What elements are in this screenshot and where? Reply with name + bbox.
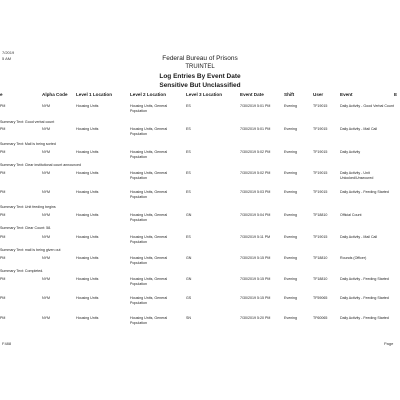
cell-event: Daily Activity - Feeding Started — [340, 190, 389, 194]
col-shift-header: Shift — [284, 92, 295, 97]
cell-level3: GS — [186, 296, 192, 300]
cell-user: TF19015 — [313, 104, 328, 108]
cell-level3: ES — [186, 150, 191, 154]
cell-user: TF18810 — [313, 256, 328, 260]
cell-event-date: 7/30/2019 5:02 PM — [240, 171, 271, 175]
cell-event-date: 7/30/2019 5:01 PM — [240, 127, 271, 131]
cell-user: TF60065 — [313, 316, 328, 320]
cell-level1: Housing Units — [76, 316, 99, 320]
cell-level1: Housing Units — [76, 190, 99, 194]
cell-alpha: NYM — [42, 296, 50, 300]
col-event-header: Event — [340, 92, 353, 97]
cell-alpha: NYM — [42, 277, 50, 281]
cell-event: Official Count — [340, 213, 362, 217]
cell-alpha: NYM — [42, 316, 50, 320]
cell-event-date: 7/30/2019 5:11 PM — [240, 235, 271, 239]
row-summary: Summary Text: Clear institutional count announced — [0, 163, 82, 167]
cell-level1: Housing Units — [76, 277, 99, 281]
cell-event: Daily Activity — [340, 150, 361, 154]
cell-level2: Housing Units, General Population — [130, 235, 168, 244]
classification-label: Sensitive But Unclassified — [159, 82, 241, 89]
cell-level3: ES — [186, 104, 191, 108]
cell-shift: Evening — [284, 256, 297, 260]
row-summary: Summary Text: Completed. — [0, 269, 44, 273]
cell-user: TF19015 — [313, 235, 328, 239]
cell-time: PM — [0, 296, 6, 300]
cell-level2: Housing Units, General Population — [130, 127, 168, 136]
cell-shift: Evening — [284, 190, 297, 194]
col-level2-header: Level 2 Location — [130, 92, 166, 97]
cell-event: Rounds (Officer) — [340, 256, 367, 260]
col-time-header: e — [0, 92, 3, 97]
cell-level2: Housing Units, General Population — [130, 256, 168, 265]
cell-event: Daily Activity - Feeding Started — [340, 277, 389, 281]
report-date: 7/2019 — [2, 50, 15, 55]
cell-time: PM — [0, 104, 6, 108]
cell-level2: Housing Units, General Population — [130, 104, 168, 113]
cell-level1: Housing Units — [76, 213, 99, 217]
cell-level2: Housing Units, General Population — [130, 190, 168, 199]
cell-event: Daily Activity - Good Verbal Count — [340, 104, 394, 108]
cell-alpha: NYM — [42, 213, 50, 217]
cell-shift: Evening — [284, 296, 297, 300]
col-user-header: User — [313, 92, 324, 97]
cell-user: TF18810 — [313, 277, 328, 281]
cell-level3: SN — [186, 316, 191, 320]
cell-shift: Evening — [284, 171, 297, 175]
col-alpha-code-header: Alpha Code — [42, 92, 68, 97]
row-summary: Summary Text: Good verbal count — [0, 120, 55, 124]
cell-level1: Housing Units — [76, 171, 99, 175]
cell-event-date: 7/30/2019 5:01 PM — [240, 104, 271, 108]
report-time: 5 AM — [2, 56, 12, 61]
cell-event-date: 7/30/2019 5:20 PM — [240, 316, 271, 320]
cell-user: TF19015 — [313, 150, 328, 154]
cell-event: Daily Activity - Feeding Started — [340, 296, 389, 300]
col-level1-header: Level 1 Location — [76, 92, 112, 97]
cell-time: PM — [0, 235, 6, 239]
row-summary: Summary Text: mail is being given out — [0, 248, 61, 252]
cell-alpha: NYM — [42, 256, 50, 260]
cell-level1: Housing Units — [76, 235, 99, 239]
report-title: Log Entries By Event Date — [159, 73, 241, 80]
cell-time: PM — [0, 190, 6, 194]
row-summary: Summary Text: Clear Count: 58. — [0, 226, 52, 230]
cell-level2: Housing Units, General Population — [130, 171, 168, 180]
cell-alpha: NYM — [42, 150, 50, 154]
row-summary: Summary Text: Mail is being sorted — [0, 142, 56, 146]
cell-event: Daily Activity - Feeding Started — [340, 316, 389, 320]
cell-user: TF19015 — [313, 190, 328, 194]
cell-level3: ES — [186, 127, 191, 131]
cell-event-date: 7/30/2019 5:04 PM — [240, 213, 271, 217]
cell-level3: ES — [186, 171, 191, 175]
cell-alpha: NYM — [42, 190, 50, 194]
page-label: Page — [384, 341, 394, 346]
cell-event-date: 7/30/2019 5:15 PM — [240, 277, 271, 281]
cell-user: TF18810 — [313, 213, 328, 217]
cell-time: PM — [0, 256, 6, 260]
col-level3-header: Level 3 Location — [186, 92, 222, 97]
cell-level2: Housing Units, General Population — [130, 213, 168, 222]
cell-level1: Housing Units — [76, 150, 99, 154]
cell-alpha: NYM — [42, 171, 50, 175]
facility-title: TRUINTEL — [185, 64, 215, 70]
col-event-date-header: Event Date — [240, 92, 264, 97]
cell-time: PM — [0, 316, 6, 320]
cell-event-date: 7/30/2019 5:03 PM — [240, 190, 271, 194]
cell-shift: Evening — [284, 127, 297, 131]
row-summary: Summary Text: Unit feeding begins — [0, 205, 56, 209]
cell-level3: GN — [186, 213, 192, 217]
cell-level1: Housing Units — [76, 127, 99, 131]
cell-event-date: 7/30/2019 5:02 PM — [240, 150, 271, 154]
cell-event: Daily Activity - Unit Unlocked/Unsecured — [340, 171, 374, 180]
cell-level1: Housing Units — [76, 104, 99, 108]
cell-alpha: NYM — [42, 235, 50, 239]
cell-event: Daily Activity - Mail Call — [340, 235, 378, 239]
cell-event: Daily Activity - Mail Call — [340, 127, 378, 131]
cell-level2: Housing Units, General Population — [130, 150, 168, 159]
cell-time: PM — [0, 213, 6, 217]
cell-level3: GN — [186, 277, 192, 281]
cell-level3: ES — [186, 235, 191, 239]
cell-time: PM — [0, 171, 6, 175]
cell-event-date: 7/30/2019 5:15 PM — [240, 296, 271, 300]
cell-level3: ES — [186, 190, 191, 194]
cell-shift: Evening — [284, 277, 297, 281]
cell-time: PM — [0, 277, 6, 281]
cell-shift: Evening — [284, 235, 297, 239]
cell-time: PM — [0, 127, 6, 131]
cell-shift: Evening — [284, 316, 297, 320]
cell-alpha: NYM — [42, 127, 50, 131]
cell-level3: GN — [186, 256, 192, 260]
cell-user: TF19015 — [313, 171, 328, 175]
col-extra-header: E — [394, 92, 398, 97]
cell-level2: Housing Units, General Population — [130, 277, 168, 286]
cell-level1: Housing Units — [76, 256, 99, 260]
cell-alpha: NYM — [42, 104, 50, 108]
cell-shift: Evening — [284, 104, 297, 108]
cell-level2: Housing Units, General Population — [130, 316, 168, 325]
cell-event-date: 7/30/2019 5:15 PM — [240, 256, 271, 260]
cell-user: TF19015 — [313, 127, 328, 131]
cell-time: PM — [0, 150, 6, 154]
cell-shift: Evening — [284, 213, 297, 217]
cell-level2: Housing Units, General Population — [130, 296, 168, 305]
cell-user: TF59065 — [313, 296, 328, 300]
agency-title: Federal Bureau of Prisons — [162, 55, 238, 62]
cell-level1: Housing Units — [76, 296, 99, 300]
cell-shift: Evening — [284, 150, 297, 154]
footer-code: F488 — [2, 341, 12, 346]
